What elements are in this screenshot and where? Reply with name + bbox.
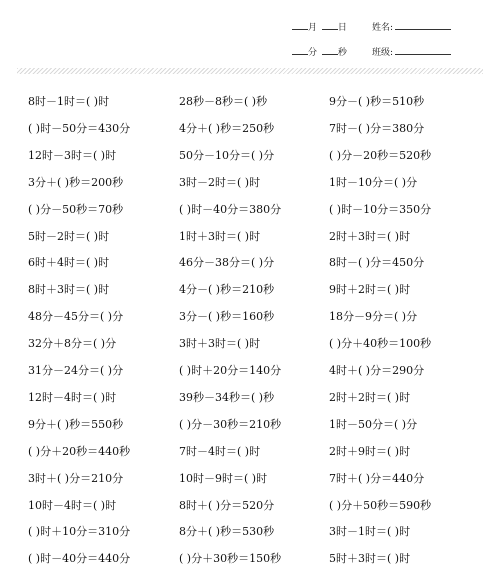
problem-item: ( )分－30秒＝210秒	[179, 417, 282, 431]
problem-item: 8时－1时＝( )时	[28, 95, 110, 108]
class-blank[interactable]	[395, 53, 451, 55]
problem-item: 32分＋8分＝( )分	[28, 337, 117, 351]
problem-item: 3时－1时＝( )时	[329, 525, 411, 539]
second-blank[interactable]	[322, 53, 338, 55]
class-line	[372, 45, 451, 58]
minute-label: 分	[308, 48, 318, 58]
problem-item: 9分－( )秒＝510秒	[329, 95, 425, 108]
problem-item: ( )时＋10分＝310分	[28, 525, 131, 539]
minute-blank[interactable]	[292, 53, 308, 55]
problem-item: 7时－4时＝( )时	[179, 444, 261, 458]
hatched-divider	[17, 68, 483, 74]
problem-row	[28, 361, 488, 381]
problem-row	[28, 173, 488, 193]
problem-item: 3分－( )秒＝160秒	[179, 310, 275, 324]
problem-item: 1时－50分＝( )分	[329, 417, 418, 431]
problem-item: 3分＋( )秒＝200秒	[28, 175, 124, 189]
problem-item: 12时－4时＝( )时	[28, 390, 117, 404]
problem-row	[28, 496, 488, 516]
problem-row	[28, 200, 488, 220]
problem-item: 5时－2时＝( )时	[28, 229, 110, 243]
problem-item: 2时＋2时＝( )时	[329, 390, 411, 404]
problem-item: ( )时＋20分＝140分	[179, 364, 282, 377]
worksheet-header	[0, 0, 500, 70]
problem-item: 1时－10分＝( )分	[329, 175, 418, 189]
class-label: 班级:	[372, 48, 394, 58]
problem-item: 4分－( )秒＝210秒	[179, 283, 275, 297]
problem-item: 6时＋4时＝( )时	[28, 256, 110, 270]
problem-item: 9时＋2时＝( )时	[329, 283, 411, 297]
problem-item: 50分－10分＝( )分	[179, 148, 275, 162]
day-label: 日	[337, 23, 347, 33]
problem-row	[28, 469, 488, 489]
problem-item: 4时＋( )分＝290分	[329, 364, 425, 377]
problem-item: ( )时－10分＝350分	[329, 202, 432, 216]
problem-row	[28, 92, 488, 112]
problem-row	[28, 415, 488, 435]
problem-item: ( )分＋40秒＝100秒	[329, 337, 432, 351]
problem-item: 7时＋( )分＝440分	[329, 471, 425, 485]
problem-item: ( )时－40分＝440分	[28, 552, 131, 566]
month-label: 月	[308, 23, 318, 33]
date-line	[292, 20, 347, 33]
problem-row	[28, 388, 488, 408]
problem-item: 8分＋( )秒＝530秒	[179, 525, 275, 539]
time-line	[292, 45, 347, 58]
problem-row	[28, 442, 488, 462]
problem-row	[28, 334, 488, 354]
problem-item: 12时－3时＝( )时	[28, 148, 117, 162]
problem-row	[28, 253, 488, 273]
name-line	[372, 20, 451, 33]
problem-item: 4分＋( )秒＝250秒	[179, 121, 275, 135]
problem-item: 8时＋( )分＝520分	[179, 498, 275, 512]
problem-item: 3时－2时＝( )时	[179, 175, 261, 189]
problem-row	[28, 280, 488, 300]
problem-item: 7时－( )分＝380分	[329, 121, 425, 135]
problem-item: 3时＋3时＝( )时	[179, 337, 261, 351]
problem-item: 48分－45分＝( )分	[28, 310, 124, 324]
problem-item: 8时－( )分＝450分	[329, 256, 425, 270]
problem-item: 10时－4时＝( )时	[28, 498, 117, 512]
problem-item: 5时＋3时＝( )时	[329, 552, 411, 566]
problem-item: 18分－9分＝( )分	[329, 310, 418, 324]
problem-item: 1时＋3时＝( )时	[179, 229, 261, 243]
problem-item: 3时＋( )分＝210分	[28, 471, 124, 485]
problem-item: ( )分＋30秒＝150秒	[179, 552, 282, 566]
problem-item: 39秒－34秒＝( )秒	[179, 390, 275, 404]
problem-item: 8时＋3时＝( )时	[28, 283, 110, 297]
name-label: 姓名:	[372, 23, 394, 33]
problem-item: 2时＋9时＝( )时	[329, 444, 411, 458]
problem-item: 10时－9时＝( )时	[179, 471, 268, 485]
name-blank[interactable]	[395, 28, 451, 30]
problem-item: ( )时－50分＝430分	[28, 121, 131, 135]
problem-row	[28, 146, 488, 166]
problem-item: ( )时－40分＝380分	[179, 202, 282, 216]
problem-row	[28, 549, 488, 569]
second-label: 秒	[337, 48, 347, 58]
problem-item: ( )分＋20秒＝440秒	[28, 444, 131, 458]
problem-item: ( )分－20秒＝520秒	[329, 148, 432, 162]
problem-item: 46分－38分＝( )分	[179, 256, 275, 270]
problem-item: ( )分－50秒＝70秒	[28, 202, 124, 216]
month-blank[interactable]	[292, 28, 308, 30]
problem-item: 31分－24分＝( )分	[28, 364, 124, 377]
problem-row	[28, 522, 488, 542]
problem-item: 28秒－8秒＝( )秒	[179, 95, 268, 108]
problem-row	[28, 307, 488, 327]
problem-item: 9分＋( )秒＝550秒	[28, 417, 124, 431]
problem-item: 2时＋3时＝( )时	[329, 229, 411, 243]
day-blank[interactable]	[322, 28, 338, 30]
problem-item: ( )分＋50秒＝590秒	[329, 498, 432, 512]
problem-row	[28, 227, 488, 247]
problem-row	[28, 119, 488, 139]
